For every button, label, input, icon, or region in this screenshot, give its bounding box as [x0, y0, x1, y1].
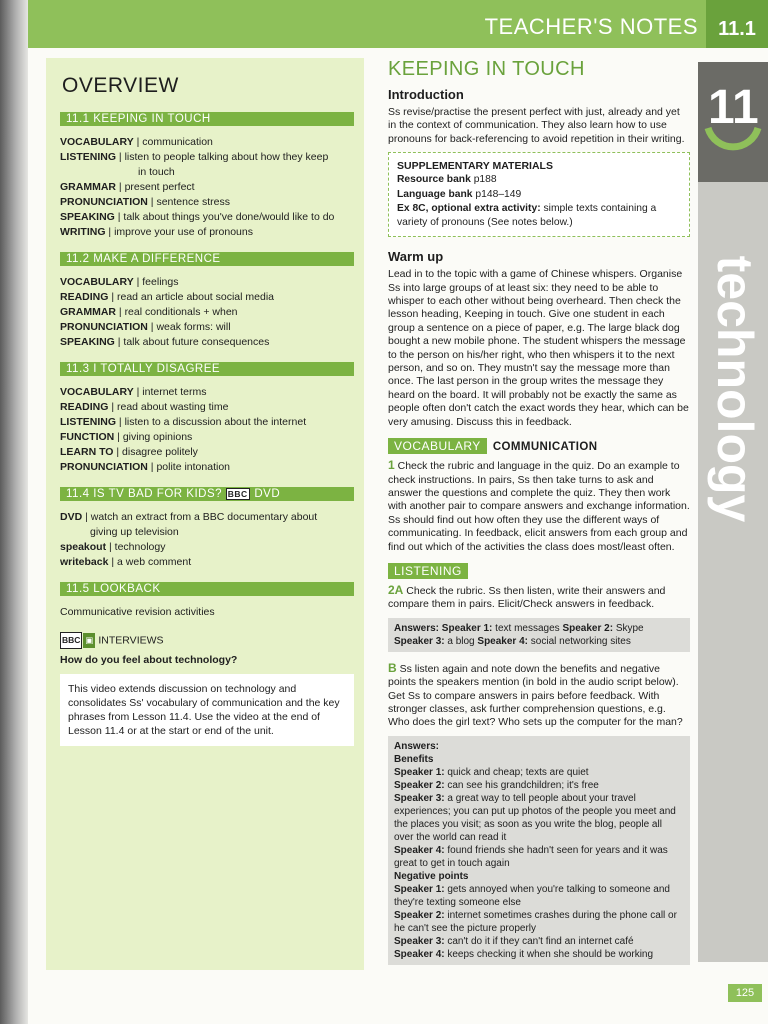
- list-item: READING | read about wasting time: [60, 401, 229, 413]
- list-item: speakout | technology: [60, 541, 166, 554]
- page-number: 125: [728, 984, 762, 1002]
- section-text: Communicative revision activities: [60, 606, 215, 619]
- exercise-2a: 2A Check the rubric. Ss then listen, write their answers and compare them in pairs. Elicit/Check answers in feedback.: [388, 582, 666, 611]
- list-item: READING | read an article about social media: [60, 291, 274, 303]
- section-11-2: [60, 252, 354, 350]
- exercise-1: 1 Check the rubric and language in the quiz. Do an example to check instructions. In pairs, Ss then take turns to ask and answer the questions and complete the quiz. They then work with another pair to compare answers and exchange information. Ss should find out how often they use the different ways of communicating. In feedback, elicit answers from each group and find out which of the activities the class does most/least often.: [388, 458, 690, 553]
- dvd-badge: DVD: [254, 488, 281, 501]
- section-heading: 11.3 I TOTALLY DISAGREE: [60, 362, 354, 376]
- section-11-4: [60, 487, 354, 570]
- overview-column: [60, 70, 354, 746]
- list-item: giving up television: [90, 526, 179, 539]
- list-item: GRAMMAR | present perfect: [60, 181, 195, 193]
- listening-heading: LISTENING: [388, 562, 690, 580]
- list-item: PRONUNCIATION | polite intonation: [60, 461, 231, 473]
- supplementary-box: SUPPLEMENTARY MATERIALS Resource bank p188 Language bank p148–149 Ex 8C, optional extra activity: simple texts containing a variety of pronouns (See notes below.): [388, 152, 690, 237]
- list-item: LISTENING | listen to people talking about how they keep: [60, 151, 329, 163]
- list-item: SPEAKING | talk about future consequences: [60, 336, 270, 348]
- list-item: in touch: [138, 166, 175, 178]
- supp-heading: SUPPLEMENTARY MATERIALS: [397, 160, 553, 173]
- answers-box-2: Answers: Benefits Speaker 1: quick and cheap; texts are quiet Speaker 2: can see his grandchildren; it's free Speaker 3: a great way to tell people about your travel experiences; you can put up photos of the people you meet and the places you visit; as soon as you write the blog, people all over the world can read it Speaker 4: found friends she hadn't seen for years and it was great to get in touch again Negative points Speaker 1: gets annoyed when you're talking to someone and they're texting someone else Speaker 2: internet sometimes crashes during the phone call or he can't see the picture properly Speaker 3: can't do it if they can't find an internet café Speaker 4: keeps checking it when she should be working: [388, 736, 690, 965]
- header-title: TEACHER'S NOTES: [484, 14, 698, 39]
- section-heading: 11.4 IS TV BAD FOR KIDS? BBC DVD: [60, 487, 354, 501]
- list-item: LISTENING | listen to a discussion about the internet: [60, 416, 307, 428]
- section-heading: 11.5 LOOKBACK: [60, 582, 354, 596]
- section-11-5: [60, 582, 354, 620]
- signal-arc-icon: [698, 118, 768, 178]
- unit-topic: technology: [707, 255, 763, 523]
- main-column: [388, 58, 690, 975]
- unit-number: 11: [708, 81, 759, 134]
- page-title: KEEPING IN TOUCH: [388, 58, 585, 80]
- exercise-b: B Ss listen again and note down the benefits and negative points the speakers mention (in bold in the audio script below). Get Ss to compare answers in pairs before feedback. With stronger classes, ask further comprehension questions, e.g. Who does the girl text? Who sets up the computer for the man?: [388, 660, 683, 729]
- list-item: GRAMMAR | real conditionals + when: [60, 306, 238, 318]
- bbc-logo: BBC: [60, 632, 82, 649]
- list-item: PRONUNCIATION | weak forms: will: [60, 321, 231, 333]
- list-item: FUNCTION | giving opinions: [60, 431, 193, 443]
- vocabulary-heading: VOCABULARY COMMUNICATION: [388, 437, 690, 455]
- section-11-1: [60, 112, 354, 240]
- warmup-text: Lead in to the topic with a game of Chinese whispers. Organise Ss into large groups of at least six: they need to be able to whisper to each other without being overheard. Then check the lesson heading, Keeping in touch. Give one student in each group a sentence on a piece of paper, e.g. The large black dog bought a new mobile phone. The student whispers the message to the person on his/her right, who then whispers it to the next person, and so on. They mustn't say the message more than once. The last person in the group writes the message they heard on the board. It will probably not be exactly the same as people often don't catch the exact words they hear, which can be very amusing. Discuss this in feedback.: [388, 268, 689, 428]
- list-item: WRITING | improve your use of pronouns: [60, 226, 253, 238]
- section-heading: 11.1 KEEPING IN TOUCH: [60, 112, 354, 126]
- interviews-box: This video extends discussion on technology and consolidates Ss' vocabulary of communication and the key phrases from Lesson 11.4. Use the video at the end of Lesson 11.4 or at the start or end of the unit.: [60, 674, 354, 746]
- section-heading: 11.2 MAKE A DIFFERENCE: [60, 252, 354, 266]
- intro-text: Ss revise/practise the present perfect with just, already and yet in the context of communication. They also learn how to use pronouns for back-referencing to avoid repetition in their writing.: [388, 106, 685, 145]
- list-item: VOCABULARY | communication: [60, 136, 213, 148]
- book-spine: [0, 0, 28, 1024]
- interviews-label: INTERVIEWS: [98, 634, 164, 647]
- bbc-logo: BBC: [227, 489, 248, 499]
- answers-box: Answers: Speaker 1: text messages Speaker 2: Skype Speaker 3: a blog Speaker 4: social networking sites: [388, 618, 690, 652]
- header-bar: [28, 0, 768, 48]
- intro-heading: Introduction: [388, 87, 464, 102]
- overview-title: OVERVIEW: [62, 74, 179, 97]
- list-item: writeback | a web comment: [60, 556, 192, 569]
- section-11-3: [60, 362, 354, 475]
- list-item: VOCABULARY | feelings: [60, 276, 179, 288]
- list-item: DVD | watch an extract from a BBC documentary about: [60, 511, 318, 524]
- interviews-question: How do you feel about technology?: [60, 654, 238, 667]
- lesson-number: 11.1: [706, 0, 768, 48]
- list-item: VOCABULARY | internet terms: [60, 386, 207, 398]
- interviews-block: [60, 632, 354, 746]
- warmup-heading: Warm up: [388, 249, 444, 265]
- list-item: SPEAKING | talk about things you've done/would like to do: [60, 211, 335, 223]
- tv-icon: ▣: [83, 633, 95, 648]
- list-item: PRONUNCIATION | sentence stress: [60, 196, 230, 208]
- list-item: LEARN TO | disagree politely: [60, 446, 198, 458]
